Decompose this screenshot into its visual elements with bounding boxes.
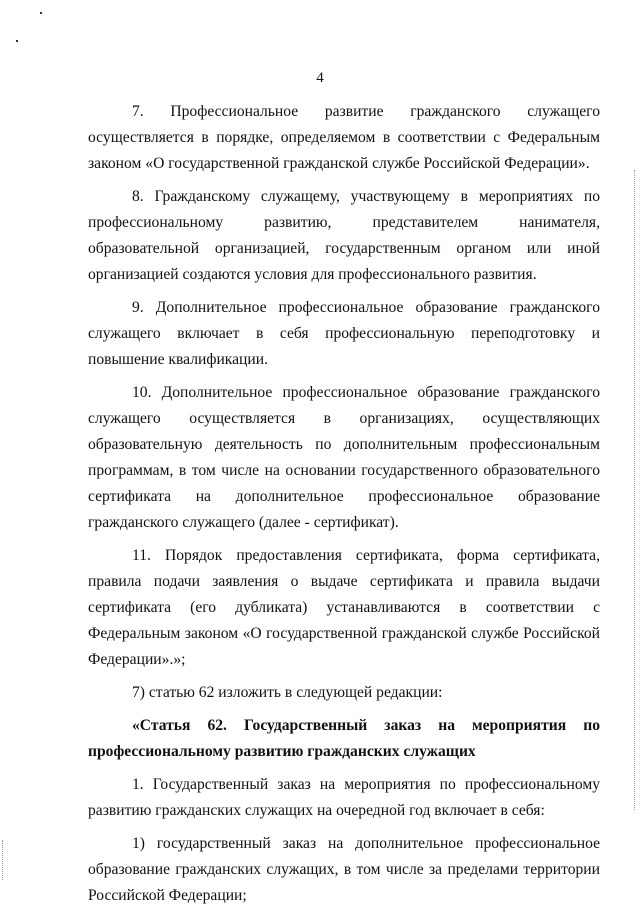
article-62-part-1: 1. Государственный заказ на мероприятия по профессиональному развитию гражданских служащих на очередной год включает в себя: — [88, 776, 600, 819]
page-number: 4 — [316, 70, 324, 86]
amendment-item-7: 7) статью 62 изложить в следующей редакции: — [132, 684, 443, 701]
scan-edge-left — [2, 840, 3, 880]
paragraph-7: 7. Профессиональное развитие гражданского служащего осуществляется в порядке, определяемом в соответствии с Федеральным законом «О государственной гражданской службе Российской Федерации». — [88, 103, 600, 172]
article-62-heading: «Статья 62. Государственный заказ на мероприятия по профессиональному развитию гражданских служащих — [88, 717, 600, 760]
article-62-part-1-item-1: 1) государственный заказ на дополнительное профессиональное образование гражданских служащих, в том числе за пределами территории Российской Федерации; — [88, 835, 600, 904]
scan-mark — [16, 40, 18, 42]
paragraph-10: 10. Дополнительное профессиональное образование гражданского служащего осуществляется в организациях, осуществляющих образовательную деятельность по дополнительным профессиональным программам, в том числе на основании государственного образовательного сертификата на дополнительное профессиональное образование гражданского служащего (далее - сертификат). — [88, 384, 600, 531]
paragraph-8: 8. Гражданскому служащему, участвующему в мероприятиях по профессиональному развитию, представителем нанимателя, образовательной организацией, государственным органом или иной организацией создаются условия для профессионального развития. — [88, 188, 600, 283]
paragraph-9: 9. Дополнительное профессиональное образование гражданского служащего включает в себя профессиональную переподготовку и повышение квалификации. — [88, 299, 600, 368]
scan-mark — [40, 12, 42, 14]
document-body — [88, 99, 600, 916]
scan-edge-right — [634, 170, 635, 810]
paragraph-11: 11. Порядок предоставления сертификата, форма сертификата, правила подачи заявления о выдаче сертификата и правила выдачи сертификата (его дубликата) устанавливаются в соответствии с Федеральным законом «О государственной гражданской службе Российской Федерации».»; — [88, 547, 600, 668]
